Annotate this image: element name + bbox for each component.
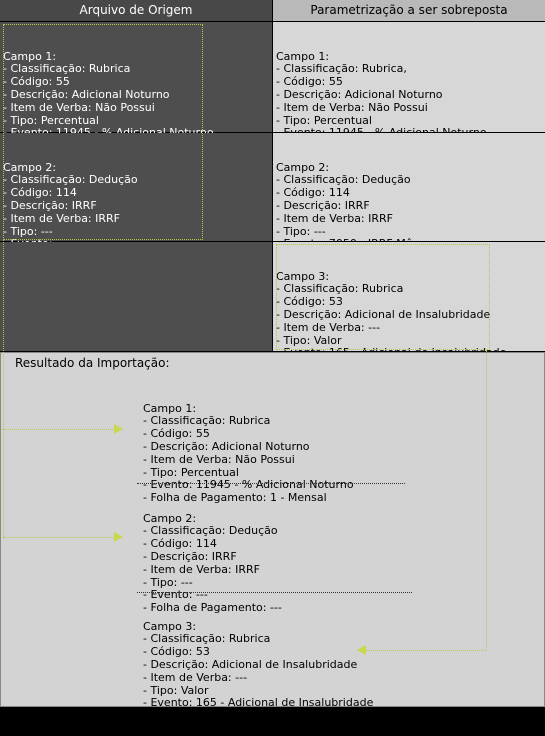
campo-line: - Item de Verba: Não Possui xyxy=(3,100,155,114)
campo-line: - Tipo: --- xyxy=(276,224,326,238)
campo-line: - Descrição: Adicional Noturno xyxy=(143,439,310,453)
connector-line-right xyxy=(486,350,487,650)
campo-title: Campo 1: xyxy=(3,49,57,63)
param-highlight-box xyxy=(276,244,490,350)
connector-line-campo2 xyxy=(3,537,113,538)
campo-line: - Item de Verba: IRRF xyxy=(3,211,120,225)
campo-line: - Evento: 165 - Adicional de Insalubridade xyxy=(143,696,374,710)
header-parametrizacao: Parametrização a ser sobreposta xyxy=(273,0,545,21)
campo-line: - Código: 114 xyxy=(276,186,350,200)
campo-line: - Classificação: Dedução xyxy=(276,173,411,187)
campo-line: - Tipo: --- xyxy=(143,575,193,589)
campo-line: - Classificação: Rubrica xyxy=(143,632,271,646)
campo-title: Campo 2: xyxy=(3,160,57,174)
campo-line: - Código: 53 xyxy=(143,645,210,659)
campo-line: - Descrição: IRRF xyxy=(276,198,370,212)
campo-line: - Classificação: Rubrica xyxy=(3,62,131,76)
campo-title: Campo 1: xyxy=(143,401,197,415)
campo-line: - Classificação: Rubrica xyxy=(276,282,404,296)
campo-title: Campo 2: xyxy=(143,511,197,525)
campo-line: - Código: 55 xyxy=(143,427,210,441)
campo-title: Campo 2: xyxy=(276,160,330,174)
campo-line: - Código: 53 xyxy=(276,295,343,309)
origem-empty-cell xyxy=(0,242,272,351)
campo-line: - Tipo: Valor xyxy=(143,683,209,697)
origem-highlight-box xyxy=(3,24,203,240)
campo-title: Campo 1: xyxy=(276,49,330,63)
campo-line: - Classificação: Dedução xyxy=(3,173,138,187)
resultado-campo-1 xyxy=(140,374,440,505)
campo-line: - Classificação: Rubrica xyxy=(143,414,271,428)
header-arquivo-origem: Arquivo de Origem xyxy=(0,0,272,21)
campo-line: - Item de Verba: Não Possui xyxy=(143,452,295,466)
param-campo-1 xyxy=(273,22,545,132)
campo-line: - Código: 55 xyxy=(3,75,70,89)
campo-line: - Tipo: Percentual xyxy=(276,113,372,127)
campo-line: - Código: 114 xyxy=(3,186,77,200)
campo-line: - Item de Verba: Não Possui xyxy=(276,100,428,114)
campo-line: - Descrição: Adicional de Insalubridade xyxy=(276,307,491,321)
campo-line: - Descrição: Adicional Noturno xyxy=(276,87,443,101)
param-campo-2 xyxy=(273,133,545,241)
resultado-title: Resultado da Importação: xyxy=(15,356,170,370)
campo-line: - Descrição: Adicional Noturno xyxy=(3,87,170,101)
campo-line: - Descrição: IRRF xyxy=(143,549,237,563)
campo-line: - Item de Verba: --- xyxy=(143,670,248,684)
campo-line: - Folha de Pagamento: --- xyxy=(143,601,282,615)
campo-line: - Tipo: --- xyxy=(3,224,53,238)
resultado-campo-2 xyxy=(140,484,440,615)
arrow-left-icon xyxy=(357,645,366,655)
campo-line: - Evento: 11945 - % Adicional Noturno xyxy=(143,478,354,492)
connector-line-campo3 xyxy=(365,650,486,651)
campo-line: - Evento: --- xyxy=(143,588,208,602)
campo-line: - Item de Verba: IRRF xyxy=(143,562,260,576)
connector-line-campo1 xyxy=(3,429,113,430)
resultado-campo-3 xyxy=(140,592,440,723)
campo-title: Campo 3: xyxy=(276,269,330,283)
campo-title: Campo 3: xyxy=(143,619,197,633)
campo-line: - Folha de Pagamento: 1 Mensal xyxy=(143,709,320,723)
campo-line: - Item de Verba: IRRF xyxy=(276,211,393,225)
campo-line: - Classificação: Rubrica, xyxy=(276,62,407,76)
campo-line: - Tipo: Percentual xyxy=(143,465,239,479)
arrow-right-icon xyxy=(114,424,123,434)
campo-line: - Tipo: Percentual xyxy=(3,113,99,127)
arrow-right-icon xyxy=(114,532,123,542)
connector-line-left xyxy=(3,240,4,537)
campo-line: - Tipo: Valor xyxy=(276,333,342,347)
campo-line: - Descrição: IRRF xyxy=(3,198,97,212)
campo-line: - Folha de Pagamento: 1 - Mensal xyxy=(143,491,327,505)
campo-line: - Código: 55 xyxy=(276,75,343,89)
campo-line: - Código: 114 xyxy=(143,537,217,551)
campo-line: - Item de Verba: --- xyxy=(276,320,381,334)
campo-line: - Classificação: Dedução xyxy=(143,524,278,538)
campo-line: - Descrição: Adicional de Insalubridade xyxy=(143,657,358,671)
